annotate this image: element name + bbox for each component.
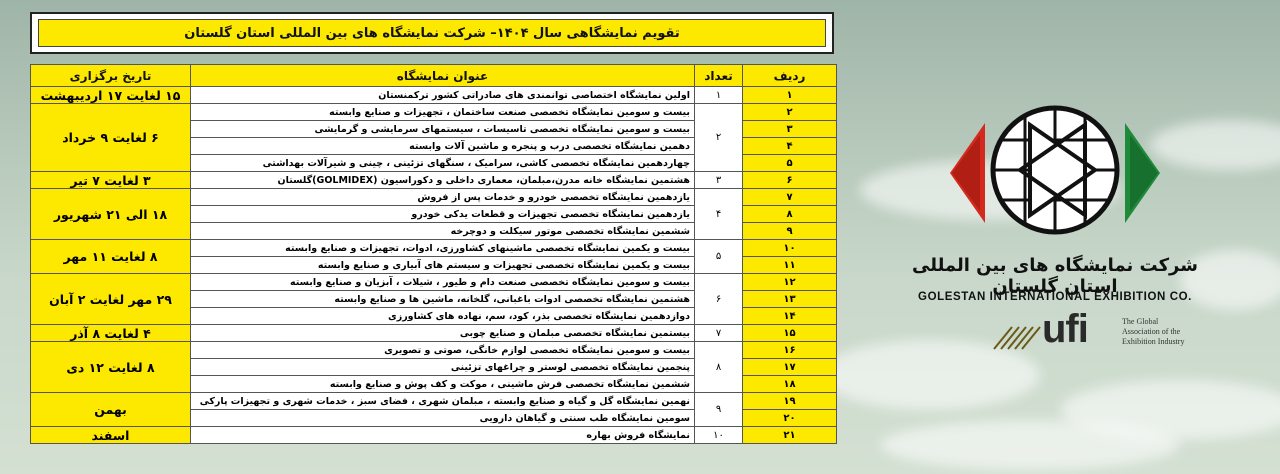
table-header-row <box>31 65 837 87</box>
group-count: ۷ <box>695 325 743 342</box>
exhibition-title: بیست و سومین نمایشگاه تخصصی تاسیسات ، سیستمهای سرمایشی و گرمایشی <box>191 121 695 138</box>
exhibition-title: سومین نمایشگاه طب سنتی و گیاهان دارویی <box>191 410 695 427</box>
company-name-en: GOLESTAN INTERNATIONAL EXHIBITION CO. <box>918 291 1192 303</box>
exhibition-date: ۱۵ لغایت ۱۷ اردیبهشت <box>31 87 191 104</box>
row-number: ۱۷ <box>743 359 837 376</box>
group-count: ۵ <box>695 240 743 274</box>
ufi-description: The Global Association of the Exhibition Industry <box>1122 317 1185 346</box>
group-count: ۴ <box>695 189 743 240</box>
exhibition-title: پنجمین نمایشگاه تخصصی لوستر و چراغهای تزئینی <box>191 359 695 376</box>
exhibition-title: دوازدهمین نمایشگاه تخصصی بذر، کود، سم، نهاده های کشاورزی <box>191 308 695 325</box>
row-number: ۱۰ <box>743 240 837 257</box>
table-row <box>31 172 837 189</box>
group-count: ۲ <box>695 104 743 172</box>
exhibition-title: ششمین نمایشگاه تخصصی فرش ماشینی ، موکت و کف پوش و صنایع وابسته <box>191 376 695 393</box>
exhibition-date: اسفند <box>31 427 191 444</box>
header-row-no: ردیف <box>743 65 837 87</box>
exhibition-title: بیست و سومین نمایشگاه تخصصی صنعت دام و طیور ، شیلات ، آبزیان و صنایع وابسته <box>191 274 695 291</box>
exhibition-title: یازدهمین نمایشگاه تخصصی خودرو و خدمات پس از فروش <box>191 189 695 206</box>
exhibition-date: ۱۸ الی ۲۱ شهریور <box>31 189 191 240</box>
exhibition-date: ۳ لغایت ۷ تیر <box>31 172 191 189</box>
group-count: ۱۰ <box>695 427 743 444</box>
header-date: تاریخ برگزاری <box>31 65 191 87</box>
group-count: ۱ <box>695 87 743 104</box>
exhibition-title: نمایشگاه فروش بهاره <box>191 427 695 444</box>
exhibition-title: بیست و سومین نمایشگاه تخصصی لوازم خانگی، صوتی و تصویری <box>191 342 695 359</box>
row-number: ۱۱ <box>743 257 837 274</box>
company-logo-icon <box>880 95 1260 255</box>
row-number: ۷ <box>743 189 837 206</box>
table-row <box>31 427 837 444</box>
group-count: ۸ <box>695 342 743 393</box>
row-number: ۴ <box>743 138 837 155</box>
row-number: ۱۲ <box>743 274 837 291</box>
exhibition-date: ۲۹ مهر لغایت ۲ آبان <box>31 274 191 325</box>
exhibition-table <box>30 64 837 444</box>
exhibition-title: بیست و سومین نمایشگاه تخصصی صنعت ساختمان ، تجهیزات و صنایع وابسته <box>191 104 695 121</box>
table-row <box>31 240 837 257</box>
exhibition-title: هشتمین نمایشگاه تخصصی ادوات باغبانی، گلخانه، ماشین ها و صنایع وابسته <box>191 291 695 308</box>
group-count: ۳ <box>695 172 743 189</box>
row-number: ۵ <box>743 155 837 172</box>
header-count: تعداد <box>695 65 743 87</box>
ufi-stripes-icon <box>990 315 1045 355</box>
exhibition-date: بهمن <box>31 393 191 427</box>
row-number: ۱۴ <box>743 308 837 325</box>
row-number: ۱۵ <box>743 325 837 342</box>
ufi-logo <box>990 307 1190 367</box>
row-number: ۳ <box>743 121 837 138</box>
table-row <box>31 189 837 206</box>
company-name-fa: شرکت نمایشگاه های بین المللی استان گلستان <box>912 255 1198 297</box>
table-row <box>31 274 837 291</box>
exhibition-date: ۶ لغایت ۹ خرداد <box>31 104 191 172</box>
page-title: تقویم نمایشگاهی سال ۱۴۰۴– شرکت نمایشگاه های بین المللی استان گلستان <box>38 19 826 47</box>
exhibition-title: ششمین نمایشگاه تخصصی موتور سیکلت و دوچرخه <box>191 223 695 240</box>
row-number: ۲ <box>743 104 837 121</box>
row-number: ۹ <box>743 223 837 240</box>
exhibition-title: بیستمین نمایشگاه تخصصی مبلمان و صنایع چوبی <box>191 325 695 342</box>
row-number: ۱ <box>743 87 837 104</box>
table-row <box>31 104 837 121</box>
row-number: ۶ <box>743 172 837 189</box>
brand-panel <box>880 95 1260 375</box>
exhibition-title: دهمین نمایشگاه تخصصی درب و پنجره و ماشین آلات وابسته <box>191 138 695 155</box>
calendar-panel <box>28 8 838 468</box>
exhibition-title: یازدهمین نمایشگاه تخصصی تجهیزات و قطعات یدکی خودرو <box>191 206 695 223</box>
row-number: ۱۶ <box>743 342 837 359</box>
row-number: ۱۹ <box>743 393 837 410</box>
exhibition-title: بیست و یکمین نمایشگاه تخصصی ماشینهای کشاورزی، ادوات، تجهیزات و صنایع وابسته <box>191 240 695 257</box>
table-row <box>31 87 837 104</box>
exhibition-date: ۴ لغایت ۸ آذر <box>31 325 191 342</box>
exhibition-date: ۸ لغایت ۱۱ مهر <box>31 240 191 274</box>
group-count: ۶ <box>695 274 743 325</box>
title-box <box>30 12 834 54</box>
group-count: ۹ <box>695 393 743 427</box>
row-number: ۲۰ <box>743 410 837 427</box>
table-row <box>31 393 837 410</box>
table-row <box>31 325 837 342</box>
ufi-wordmark: ufi <box>1042 307 1088 351</box>
exhibition-title: چهاردهمین نمایشگاه تخصصی کاشی، سرامیک ، سنگهای تزئینی ، چینی و شیرآلات بهداشتی <box>191 155 695 172</box>
row-number: ۱۸ <box>743 376 837 393</box>
header-exhibition-title: عنوان نمایشگاه <box>191 65 695 87</box>
table-row <box>31 342 837 359</box>
exhibition-title: هشتمین نمایشگاه خانه مدرن،مبلمان، معماری داخلی و دکوراسیون (GOLMIDEX)گلستان <box>191 172 695 189</box>
exhibition-title: بیست و یکمین نمایشگاه تخصصی تجهیزات و سیستم های آبیاری و صنایع وابسته <box>191 257 695 274</box>
row-number: ۸ <box>743 206 837 223</box>
row-number: ۲۱ <box>743 427 837 444</box>
exhibition-title: نهمین نمایشگاه گل و گیاه و صنایع وابسته ، مبلمان شهری ، فضای سبز ، خدمات شهری و تجهیزات پارکی <box>191 393 695 410</box>
exhibition-title: اولین نمایشگاه اختصاصی توانمندی های صادراتی کشور ترکمنستان <box>191 87 695 104</box>
exhibition-date: ۸ لغایت ۱۲ دی <box>31 342 191 393</box>
row-number: ۱۳ <box>743 291 837 308</box>
